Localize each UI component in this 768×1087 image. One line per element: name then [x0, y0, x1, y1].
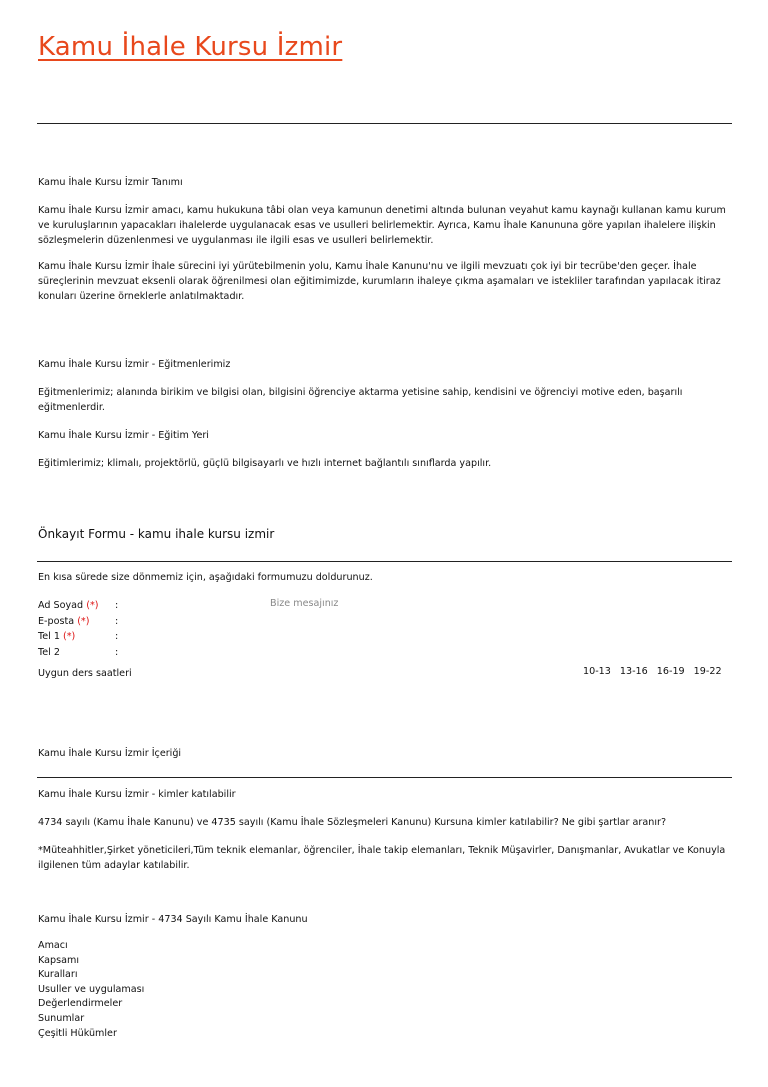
- tel1-label-text: Tel 1: [38, 631, 60, 642]
- who-can-join-text: *Müteahhitler,Şirket yöneticileri,Tüm teknik elemanlar, öğrenciler, İhale takip elemanları, Teknik Müşavirler, Danışmanlar, Avukatlar ve Konuyla ilgilenen tüm adaylar katılabilir.: [38, 845, 726, 871]
- location-text: Eğitimlerimiz; klimalı, projektörlü, güçlü bilgisayarlı ve hızlı internet bağlantılı sınıflarda yapılır.: [38, 458, 492, 469]
- page-title: Kamu İhale Kursu İzmir: [38, 32, 343, 62]
- required-mark: (*): [63, 631, 76, 642]
- slot-19-22[interactable]: 19-22: [693, 666, 722, 677]
- who-can-join-heading: Kamu İhale Kursu İzmir - kimler katılabilir: [38, 789, 236, 800]
- intro-paragraph-2: Kamu İhale Kursu İzmir İhale sürecini iyi yürütebilmenin yolu, Kamu İhale Kanunu'nu ve ilgili mevzuatı çok iyi bir tecrübe'den geçer. İhale süreçlerinin mevzuat eksenli olarak öğrenilmesi olan eğitimimizde, kurumların ihaleye çıkma aşamaları ve istekliler tarafından yapılacak itiraz konuları üzerine örneklerle anlatılmaktadır.: [38, 261, 721, 302]
- hours-label: Uygun ders saatleri: [38, 668, 132, 679]
- tel1-label: [38, 629, 115, 644]
- list-item: Amacı: [38, 940, 68, 951]
- list-item: Kuralları: [38, 969, 78, 981]
- instructors-text: Eğitmenlerimiz; alanında birikim ve bilgisi olan, bilgisini öğrenciye aktarma yetisine sahip, kendisini ve öğrenciyi motive eden, başarılı eğitmenlerdir.: [38, 387, 683, 413]
- slot-16-19[interactable]: 16-19: [656, 666, 685, 677]
- list-item: Çeşitli Hükümler: [38, 1027, 117, 1039]
- name-label: [38, 598, 115, 613]
- list-item: Sunumlar: [38, 1012, 85, 1024]
- content-heading: Kamu İhale Kursu İzmir İçeriği: [38, 748, 182, 759]
- colon: :: [115, 615, 119, 627]
- divider: [37, 777, 732, 778]
- form-heading: Önkayıt Formu - kamu ihale kursu izmir: [38, 527, 275, 541]
- name-label-text: Ad Soyad: [38, 600, 84, 611]
- intro-heading: Kamu İhale Kursu İzmir Tanımı: [38, 177, 183, 188]
- tel1-field[interactable]: [38, 629, 125, 644]
- divider: [37, 123, 732, 124]
- list-item: Kapsamı: [38, 954, 79, 966]
- email-field[interactable]: [38, 614, 125, 629]
- colon: :: [115, 600, 119, 611]
- slot-13-16[interactable]: 13-16: [619, 666, 648, 677]
- tel2-field[interactable]: [38, 645, 125, 660]
- intro-paragraph-1: Kamu İhale Kursu İzmir amacı, kamu hukukuna tâbi olan veya kamunun denetimi altında bulunan veyahut kamu kaynağı kullanan kamu kurum ve kuruluşlarının yapacakları ihalelerde uygulanacak esas ve usulleri belirlemektir. Ayrıca, Kamu İhale Kanununa göre yapılan ihalelere ilişkin sözleşmelerin düzenlenmesi ve uygulanması ile ilgili esas ve usulleri belirlemektir.: [38, 205, 726, 246]
- colon: :: [115, 646, 119, 658]
- location-heading: Kamu İhale Kursu İzmir - Eğitim Yeri: [38, 430, 209, 441]
- list-item: Değerlendirmeler: [38, 998, 123, 1010]
- divider: [37, 561, 732, 562]
- instructors-heading: Kamu İhale Kursu İzmir - Eğitmenlerimiz: [38, 359, 231, 370]
- email-label-text: E-posta: [38, 615, 75, 627]
- who-can-join-question: 4734 sayılı (Kamu İhale Kanunu) ve 4735 sayılı (Kamu İhale Sözleşmeleri Kanunu) Kursuna kimler katılabilir? Ne gibi şartlar aranır?: [38, 817, 667, 828]
- law-heading: Kamu İhale Kursu İzmir - 4734 Sayılı Kamu İhale Kanunu: [38, 914, 308, 925]
- colon: :: [115, 631, 119, 642]
- required-mark: (*): [86, 600, 99, 611]
- tel2-label: Tel 2: [38, 646, 60, 658]
- message-input[interactable]: Bize mesajınız: [270, 598, 339, 609]
- name-field[interactable]: [38, 598, 125, 613]
- slot-10-13[interactable]: 10-13: [583, 666, 611, 677]
- list-item: Usuller ve uygulaması: [38, 983, 145, 995]
- hour-slots: [583, 666, 731, 677]
- required-mark: (*): [77, 615, 90, 627]
- email-label: [38, 614, 115, 629]
- form-note: En kısa sürede size dönmemiz için, aşağıdaki formumuzu doldurunuz.: [38, 572, 373, 583]
- topics-list: [38, 939, 144, 1041]
